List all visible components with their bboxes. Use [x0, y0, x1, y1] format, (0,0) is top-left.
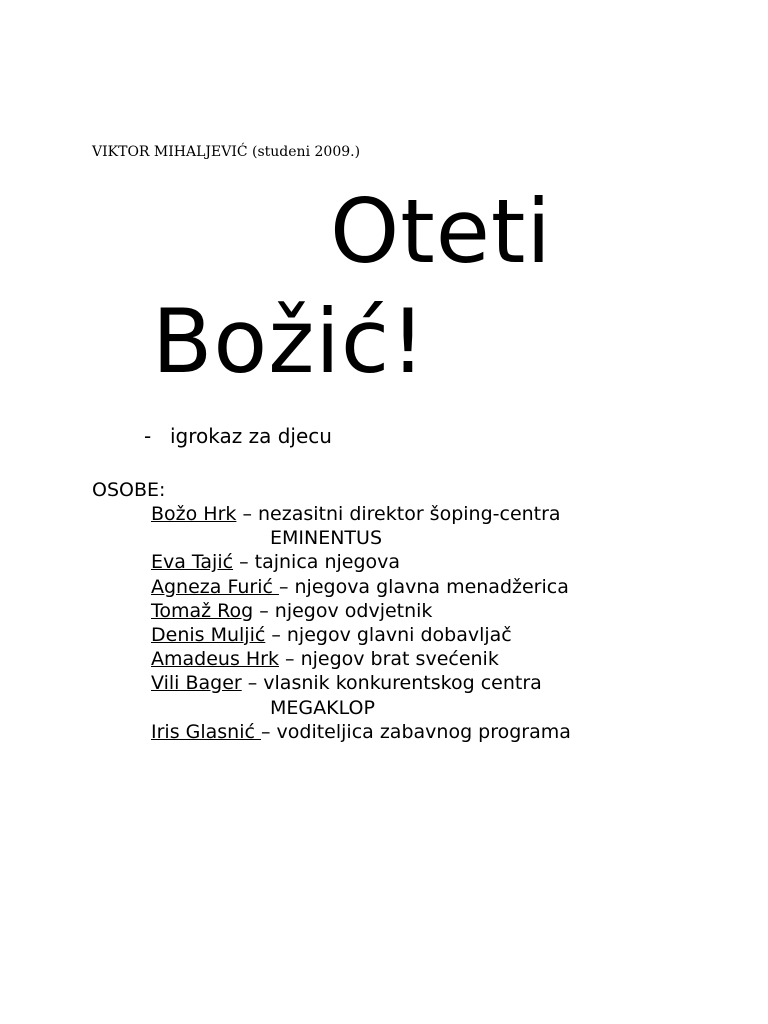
cast-entry — [151, 502, 571, 526]
cast-entry-continuation: MEGAKLOP — [270, 696, 375, 719]
character-description: – njegov odvjetnik — [253, 599, 433, 622]
character-name: Denis Muljić — [151, 623, 266, 646]
character-name: Amadeus Hrk — [151, 648, 279, 671]
cast-entry — [151, 671, 571, 695]
cast-entry — [151, 720, 571, 744]
character-description: – vlasnik konkurentskog centra — [241, 672, 542, 695]
cast-entry — [151, 623, 571, 647]
character-description: – voditeljica zabavnog programa — [260, 720, 571, 743]
author-line: VIKTOR MIHALJEVIĆ (studeni 2009.) — [92, 144, 361, 160]
character-name: Tomaž Rog — [151, 599, 254, 622]
character-name: Iris Glasnić — [151, 720, 261, 743]
cast-list — [151, 502, 571, 744]
character-description: – njegov brat svećenik — [278, 648, 499, 671]
cast-entry — [151, 550, 571, 574]
character-name: Vili Bager — [151, 672, 242, 695]
subtitle-dash: - — [144, 424, 152, 448]
cast-entry-continuation: EMINENTUS — [270, 527, 383, 550]
character-name: Božo Hrk — [151, 503, 237, 525]
subtitle — [144, 424, 332, 448]
character-description: – njegov glavni dobavljač — [265, 623, 512, 646]
character-description: – tajnica njegova — [233, 551, 401, 574]
play-title-line-1: Oteti — [330, 180, 552, 283]
character-description: – njegova glavna menadžerica — [278, 575, 569, 598]
cast-entry — [151, 575, 571, 599]
cast-heading: OSOBE: — [92, 479, 166, 501]
subtitle-text: igrokaz za djecu — [170, 424, 332, 448]
character-name: Eva Tajić — [151, 551, 234, 574]
character-description: – nezasitni direktor šoping-centra — [236, 503, 561, 525]
play-title-line-2: Božić! — [152, 290, 427, 393]
cast-entry — [151, 599, 571, 623]
character-name: Agneza Furić — [151, 575, 279, 598]
cast-entry — [151, 647, 571, 671]
